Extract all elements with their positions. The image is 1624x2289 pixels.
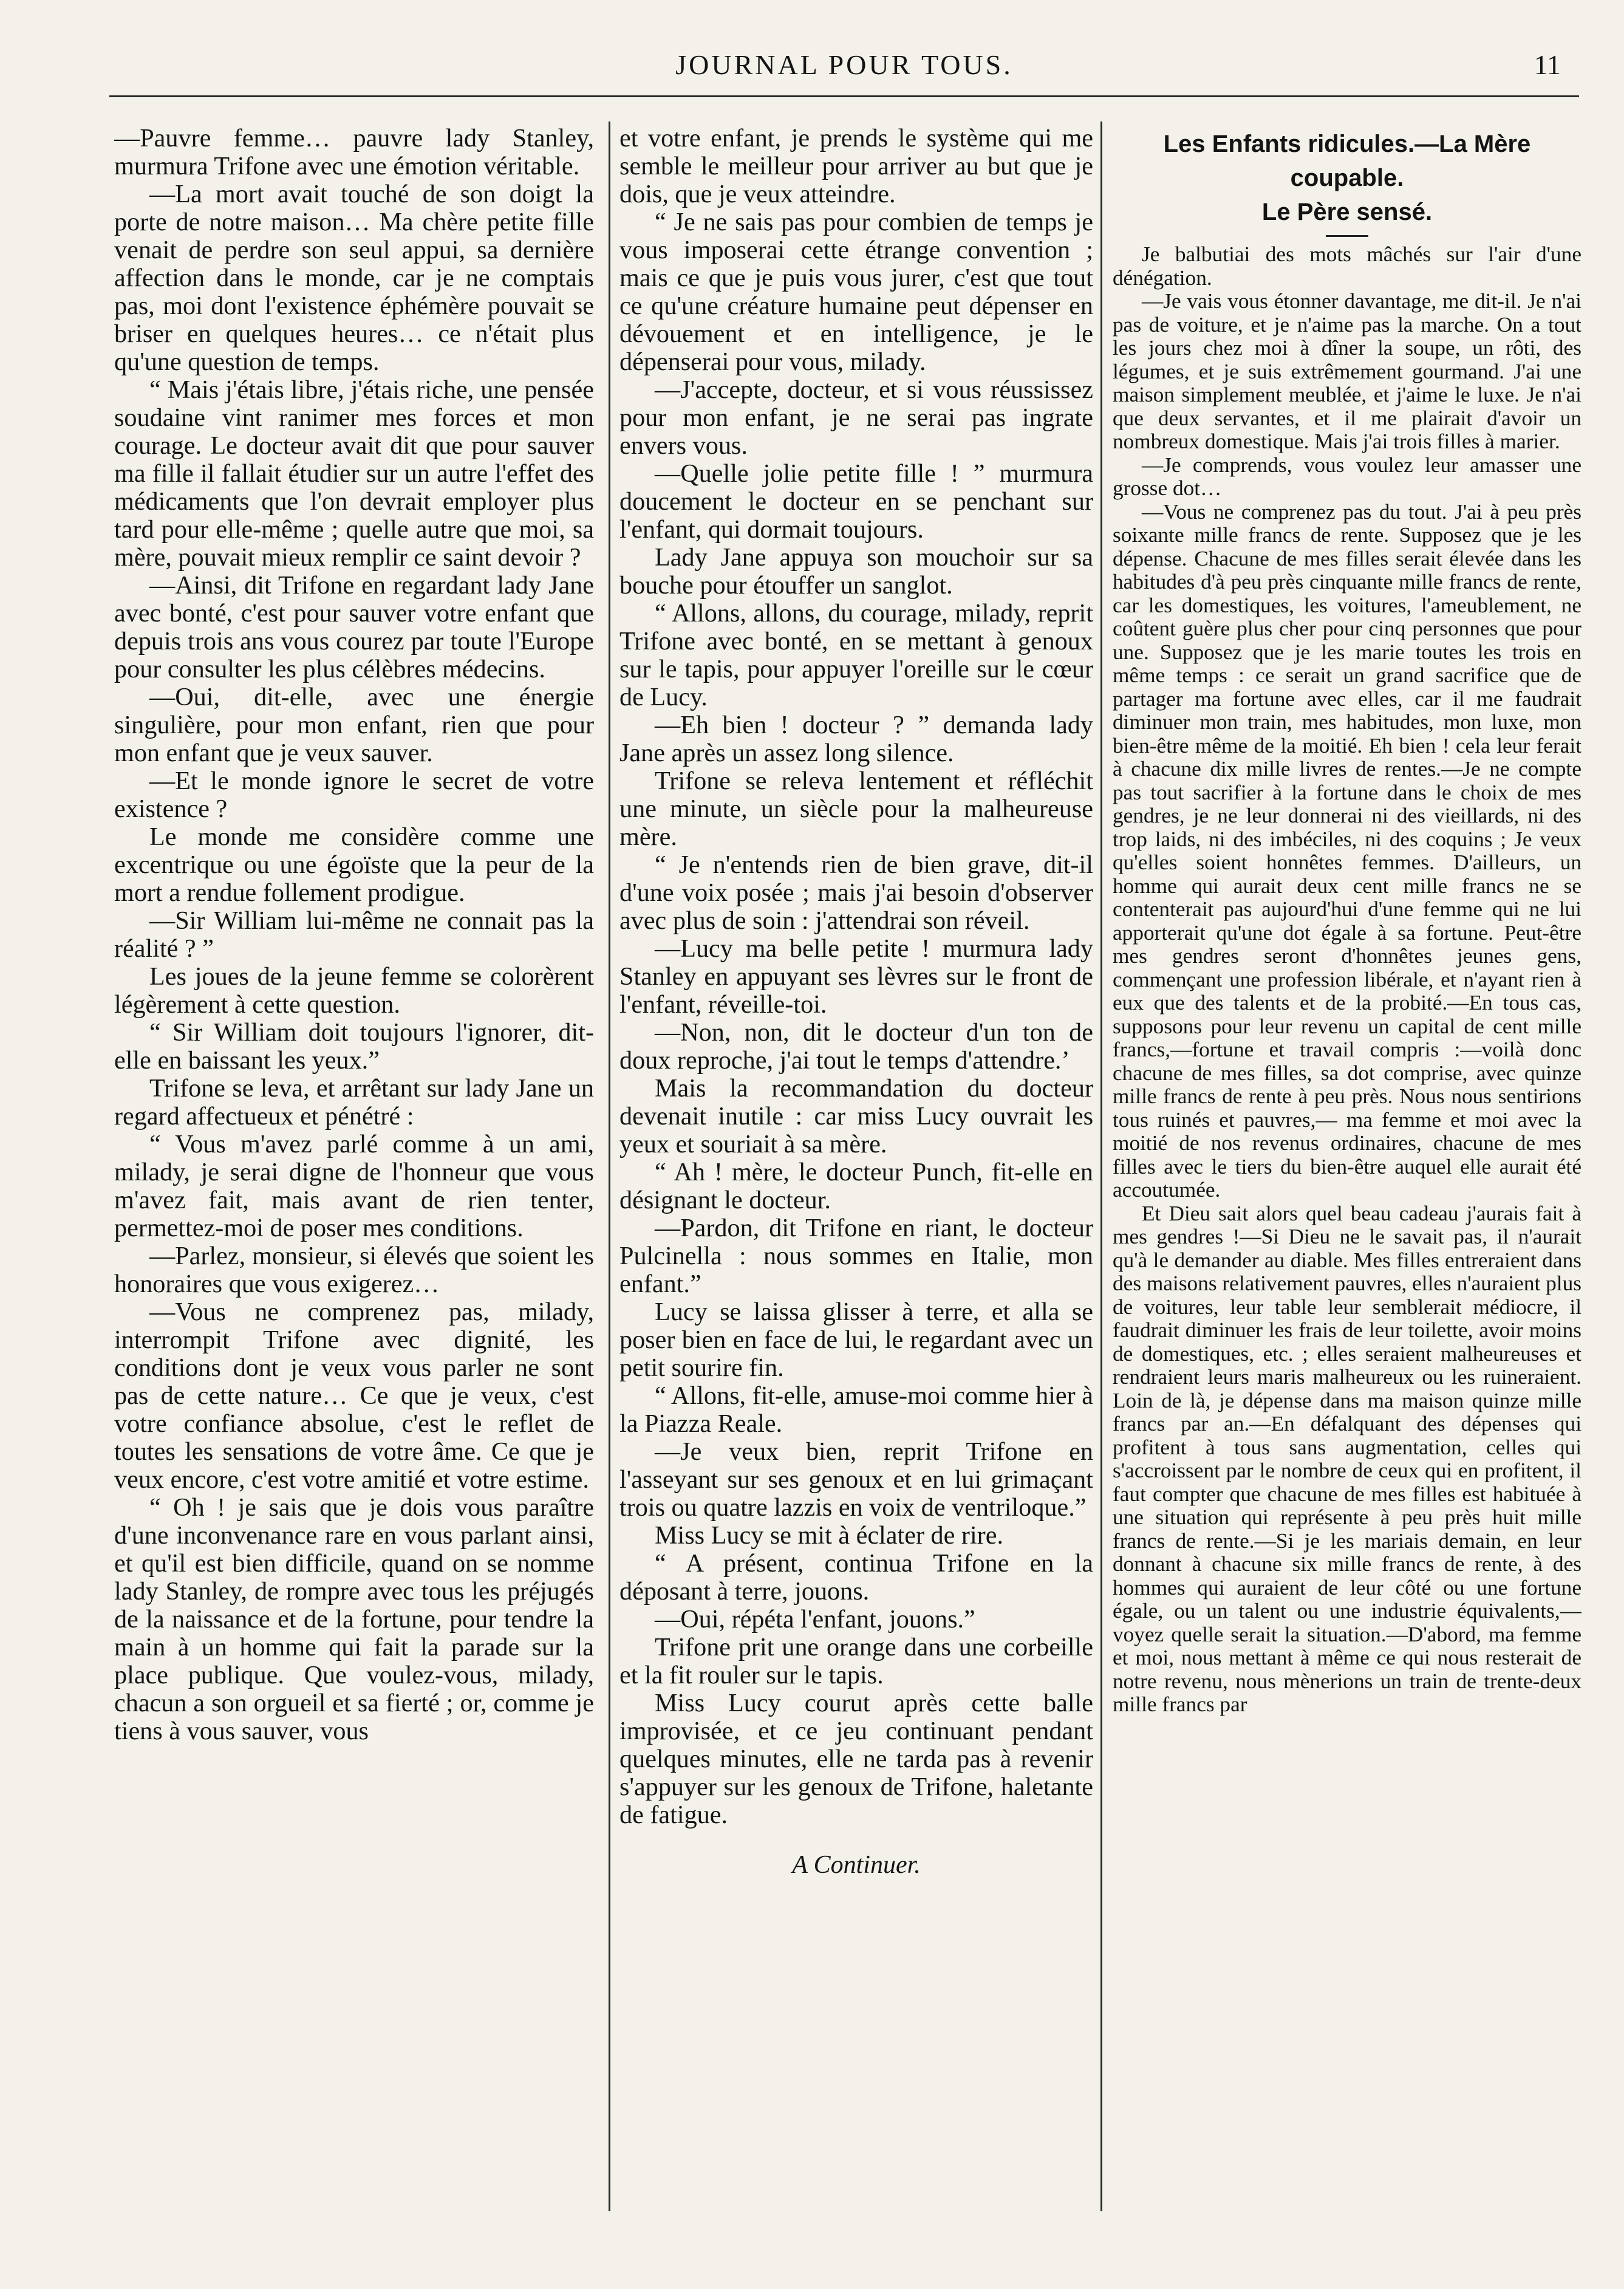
paragraph: —Ainsi, dit Trifone en regardant lady Jane avec bonté, c'est pour sauver votre enfant que depuis trois ans vous courez par toute l'Europe pour consulter les plus célèbres médecins.: [114, 571, 594, 683]
column-divider: [609, 121, 610, 2211]
paragraph: Trifone prit une orange dans une corbeille et la fit rouler sur le tapis.: [619, 1633, 1093, 1689]
paragraph: Miss Lucy courut après cette balle improvisée, et ce jeu continuant pendant quelques minutes, elle ne tarda pas à revenir s'appuyer sur les genoux de Trifone, haletante de fatigue.: [619, 1689, 1093, 1829]
to-be-continued: A Continuer.: [792, 1851, 921, 1879]
column-3: [1113, 125, 1581, 2208]
paragraph: Trifone se leva, et arrêtant sur lady Jane un regard affectueux et pénétré :: [114, 1074, 594, 1131]
column-1: [114, 125, 594, 2208]
page-header: [109, 43, 1579, 97]
paragraph: “ Ah ! mère, le docteur Punch, fit-elle en désignant le docteur.: [619, 1158, 1093, 1214]
paragraph: —Non, non, dit le docteur d'un ton de doux reproche, j'ai tout le temps d'attendre.’: [619, 1018, 1093, 1075]
paragraph: Trifone se releva lentement et réfléchit une minute, un siècle pour la malheureuse mère.: [619, 767, 1093, 851]
paragraph: Le monde me considère comme une excentrique ou une égoïste que la peur de la mort a rendue follement prodigue.: [114, 823, 594, 907]
paragraph: —Parlez, monsieur, si élevés que soient les honoraires que vous exigerez…: [114, 1242, 594, 1298]
paragraph: Et Dieu sait alors quel beau cadeau j'aurais fait à mes gendres !—Si Dieu ne le savait pas, il n'aurait qu'à le demander au diable. Mes filles entreraient dans des maisons relativement pauvres, elles n'auraient plus de voitures, leur table leur semblerait médiocre, il faudrait diminuer les frais de leur toilette, avoir moins de domestiques, etc. ; elles seraient malheureuses et rendraient leurs maris malheureux ou les ruineraient. Loin de là, je dépense dans ma maison quinze mille francs par an.—En défalquant des dépenses qui profitent à tous sans augmentation, celles qui s'accroissent par le nombre de ceux qui en profitent, il faut compter que chacune de mes filles est habituée à une situation qui représente à peu près huit mille francs de rente.—Si je les mariais demain, en leur donnant à chacune six mille francs de rente, à des hommes qui auraient de leur côté ou une fortune égale, ou un talent ou une industrie équivalents,—voyez quelle serait la situation.—D'abord, ma femme et moi, nous mettant à même ce qui nous resterait de notre revenu, nous mènerions un train de trente-deux mille francs par: [1113, 1201, 1581, 1716]
paragraph: —Oui, répéta l'enfant, jouons.”: [655, 1605, 975, 1634]
paragraph: Les joues de la jeune femme se colorèrent légèrement à cette question.: [114, 962, 594, 1019]
paragraph: —Lucy ma belle petite ! murmura lady Stanley en appuyant ses lèvres sur le front de l'enfant, réveille-toi.: [619, 934, 1093, 1019]
paragraph: Miss Lucy se mit à éclater de rire.: [655, 1521, 1004, 1550]
paragraph: Mais la recommandation du docteur devenait inutile : car miss Lucy ouvrait les yeux et souriait à sa mère.: [619, 1074, 1093, 1158]
paragraph: “ Je n'entends rien de bien grave, dit-il d'une voix posée ; mais j'ai besoin d'observer avec plus de soin : j'attendrai son réveil.: [619, 850, 1093, 935]
paragraph: —Je comprends, vous voulez leur amasser une grosse dot…: [1113, 453, 1581, 500]
article-title-line-1: Les Enfants ridicules.—La Mère coupable.: [1163, 131, 1531, 191]
column-2: [619, 125, 1093, 2208]
header-rule: [109, 95, 1579, 97]
paragraph: —Eh bien ! docteur ? ” demanda lady Jane après un assez long silence.: [619, 711, 1093, 767]
paragraph: —Vous ne comprenez pas, milady, interrompit Trifone avec dignité, les conditions dont je veux vous parler ne sont pas de cette nature… Ce que je veux, c'est votre confiance absolue, c'est le reflet de toutes les sensations de votre âme. Ce que je veux encore, c'est votre amitié et votre estime.: [114, 1298, 594, 1494]
paragraph: “ Allons, fit-elle, amuse-moi comme hier à la Piazza Reale.: [619, 1381, 1093, 1438]
paragraph: “ Allons, allons, du courage, milady, reprit Trifone avec bonté, en se mettant à genoux sur le tapis, pour appuyer l'oreille sur le cœur de Lucy.: [619, 599, 1093, 711]
paragraph: —Oui, dit-elle, avec une énergie singulière, pour mon enfant, rien que pour mon enfant que je veux sauver.: [114, 683, 594, 767]
page-number: 11: [1534, 49, 1561, 80]
paragraph: et votre enfant, je prends le système qui me semble le meilleur pour arriver au but que je dois, que je veux atteindre.: [619, 125, 1093, 208]
paragraph: Lady Jane appuya son mouchoir sur sa bouche pour étouffer un sanglot.: [619, 543, 1093, 600]
title-rule: [1326, 235, 1368, 237]
paragraph: “ Oh ! je sais que je dois vous paraître d'une inconvenance rare en vous parlant ainsi, et qu'il est bien difficile, quand on se nomme lady Stanley, de rompre avec tous les préjugés de la naissance et de la fortune, pour tendre la main à un homme qui fait la parade sur la place publique. Que voulez-vous, milady, chacun a son orgueil et sa fierté ; or, comme je tiens à vous sauver, vous: [114, 1493, 594, 1745]
paragraph: —Quelle jolie petite fille ! ” murmura doucement le docteur en se penchant sur l'enfant, qui dormait toujours.: [619, 459, 1093, 544]
paragraph: —J'accepte, docteur, et si vous réussissez pour mon enfant, je ne serai pas ingrate envers vous.: [619, 375, 1093, 460]
paragraph: “ Mais j'étais libre, j'étais riche, une pensée soudaine vint ranimer mes forces et mon courage. Le docteur avait dit que pour sauver ma fille il fallait étudier sur un autre l'effet des médicaments que l'on devrait employer plus tard pour elle-même ; quelle autre que moi, sa mère, pouvait mieux remplir ce saint devoir ?: [114, 375, 594, 572]
paragraph: “ Vous m'avez parlé comme à un ami, milady, je serai digne de l'honneur que vous m'avez fait, mais avant de rien tenter, permettez-moi de poser mes conditions.: [114, 1130, 594, 1242]
paragraph: —Pauvre femme… pauvre lady Stanley, murmura Trifone avec une émotion véritable.: [114, 125, 594, 180]
paragraph: —Pardon, dit Trifone en riant, le docteur Pulcinella : nous sommes en Italie, mon enfant.”: [619, 1214, 1093, 1298]
article-title-line-2: Le Père sensé.: [1261, 199, 1433, 225]
paragraph: —La mort avait touché de son doigt la porte de notre maison… Ma chère petite fille venait de perdre son seul appui, sa dernière affection dans le monde, car je ne comptais pas, moi dont l'existence éphémère pouvait se briser en quelques heures… ce n'était plus qu'une question de temps.: [114, 180, 594, 376]
paragraph: —Vous ne comprenez pas du tout. J'ai à peu près soixante mille francs de rente. Supposez que je les dépense. Chacune de mes filles serait élevée dans les habitudes d'à peu près cinquante mille francs de rente, car les domestiques, les voitures, l'ameublement, ne coûtent guère plus cher pour cinq personnes que pour une. Supposez que je les marie toutes les trois en même temps : ce serait un grand sacrifice que de partager ma fortune avec elles, car il me faudrait diminuer mon train, mes habitudes, mon luxe, mon bien-être même de la moitié. Eh bien ! cela leur ferait à chacune dix mille livres de rentes.—Je ne compte pas tout sacrifier à la fortune dans le choix de mes gendres, je ne leur donnerai ni des vieillards, ni des trop laids, ni des imbéciles, ni des coquins ; Je veux qu'elles soient honnêtes femmes. D'ailleurs, un homme qui aurait deux cent mille francs ne se contenterait pas aujourd'hui d'une femme qui ne lui apporterait qu'une dot égale à sa fortune. Peut-être mes gendres seront d'honnêtes jeunes gens, commençant une profession libérale, et n'ayant rien à eux que des talents et de la probité.—En tous cas, supposons pour leur revenu un capital de cent mille francs,—fortune et travail compris :—voilà donc chacune de mes filles, sa dot comprise, avec quinze mille francs de rente à peu près. Nous nous sentirions tous ruinés et pauvres,— ma femme et moi avec la moitié de nos revenus ordinaires, chacune de mes filles avec le tiers du bien-être auquel elle aurait été accoutumée.: [1113, 499, 1581, 1202]
paragraph: Je balbutiai des mots mâchés sur l'air d'une dénégation.: [1113, 242, 1581, 290]
journal-title: JOURNAL POUR TOUS.: [675, 49, 1013, 80]
paragraph: “ Sir William doit toujours l'ignorer, dit-elle en baissant les yeux.”: [114, 1018, 594, 1075]
paragraph: “ Je ne sais pas pour combien de temps je vous imposerai cette étrange convention ; mais ce que je puis vous jurer, c'est que tout ce qu'une créature humaine peut dépenser en dévouement et en intelligence, je le dépenserai pour vous, milady.: [619, 208, 1093, 376]
column-divider: [1100, 121, 1102, 2211]
paragraph: —Sir William lui-même ne connait pas la réalité ? ”: [114, 906, 594, 963]
paragraph: “ A présent, continua Trifone en la déposant à terre, jouons.: [619, 1549, 1093, 1606]
article-title: [1113, 127, 1581, 229]
paragraph: —Je veux bien, reprit Trifone en l'asseyant sur ses genoux et en lui grimaçant trois ou quatre lazzis en voix de ventriloque.”: [619, 1437, 1093, 1522]
paragraph: —Et le monde ignore le secret de votre existence ?: [114, 767, 594, 823]
paragraph: —Je vais vous étonner davantage, me dit-il. Je n'ai pas de voiture, et je n'aime pas la marche. On a tout les jours chez moi à dîner la soupe, un rôti, des légumes, et je suis extrêmement gourmand. J'ai une maison simplement meublée, et j'aime le luxe. Je n'ai que deux servantes, et il me plairait d'avoir un nombreux domestique. Mais j'ai trois filles à marier.: [1113, 289, 1581, 453]
paragraph: Lucy se laissa glisser à terre, et alla se poser bien en face de lui, le regardant avec un petit sourire fin.: [619, 1298, 1093, 1382]
